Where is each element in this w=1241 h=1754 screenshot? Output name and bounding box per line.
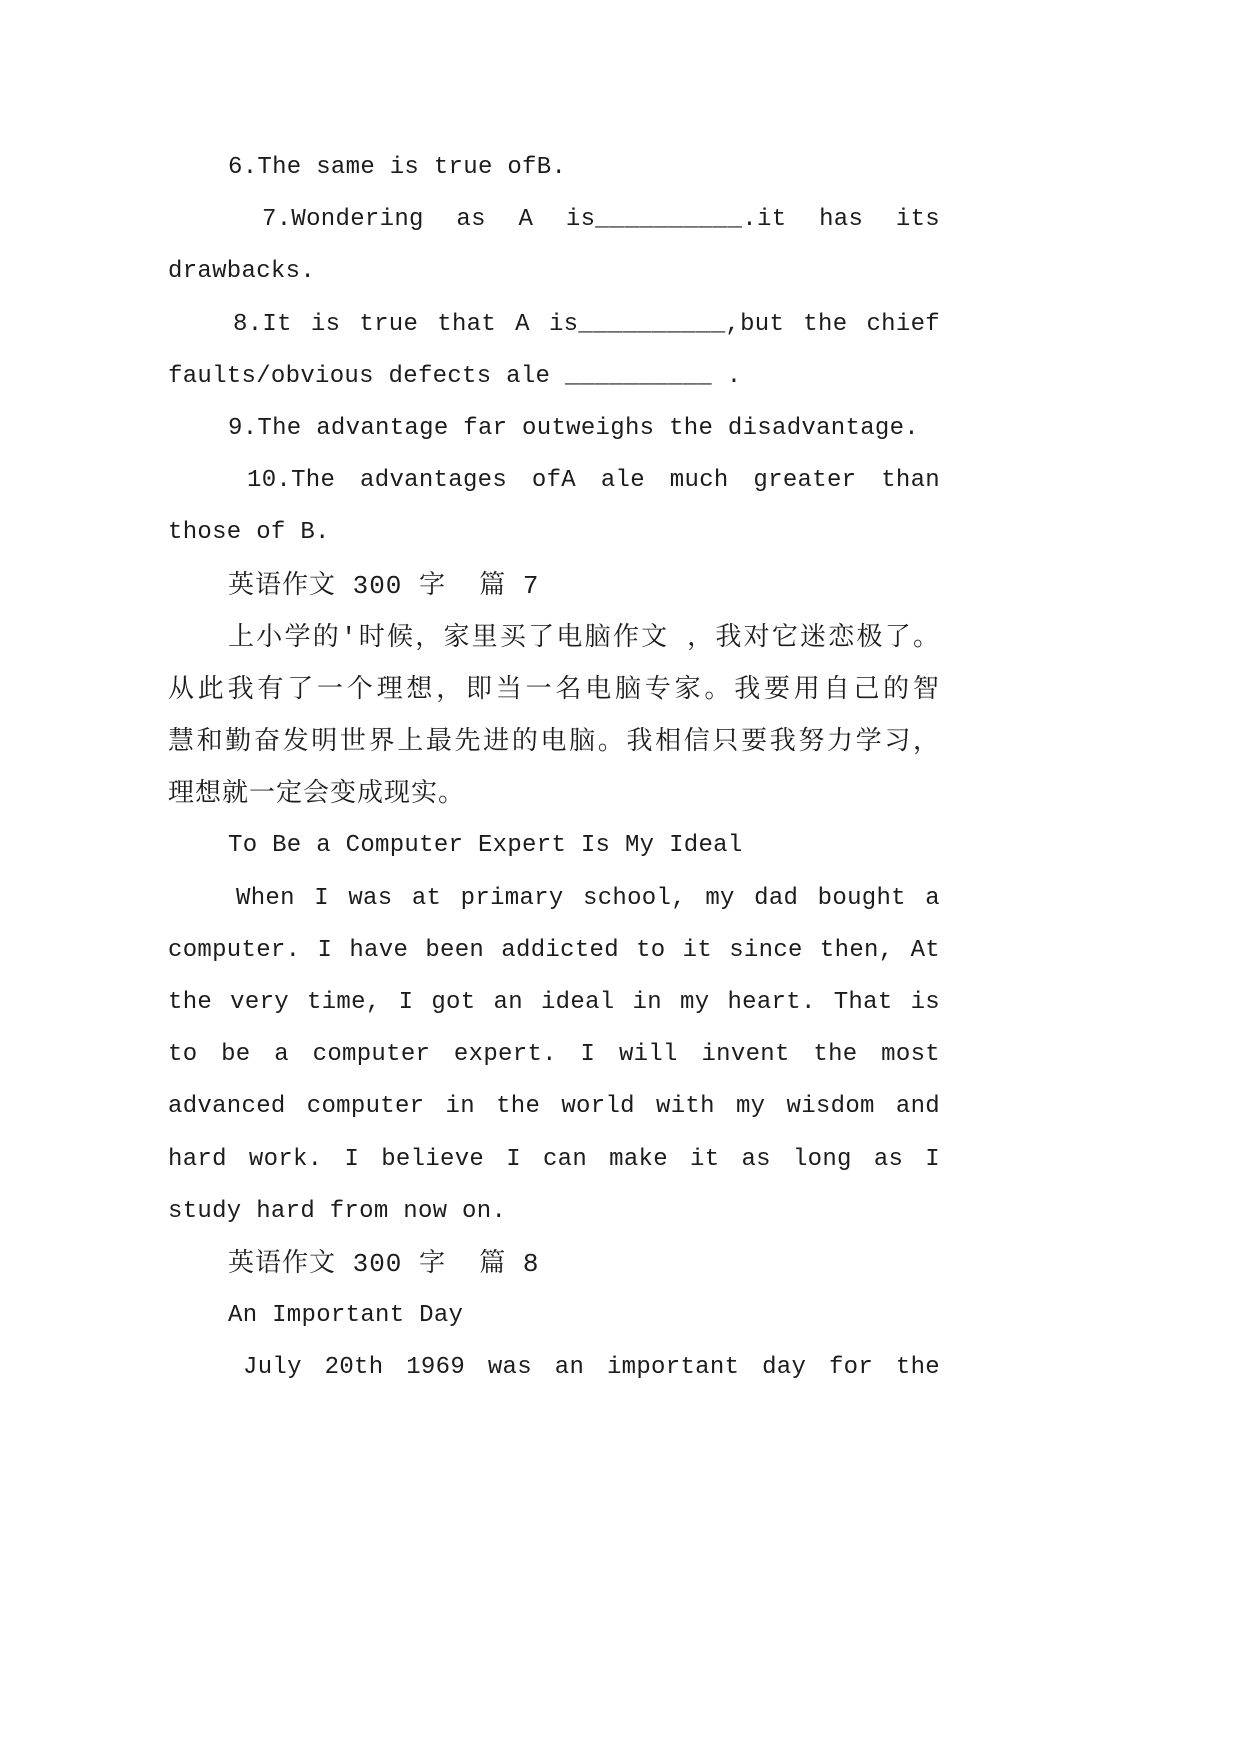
essay-title (168, 1290, 940, 1342)
text-line: 6.The same is true ofB. (228, 154, 567, 181)
essay-title (168, 820, 940, 872)
section-heading-text: 英语作文 300 字 篇 7 (228, 570, 540, 601)
phrase-item (168, 455, 940, 559)
text-line: 理想就一定会变成现实。 (168, 779, 466, 810)
phrase-item (168, 142, 940, 194)
essay-title-text: An Important Day (228, 1302, 464, 1330)
text-line: study hard from now on. (168, 1197, 507, 1225)
text-line: to be a computer expert. I will invent the most (168, 1041, 940, 1069)
phrase-item (168, 194, 940, 298)
text-line: July 20th 1969 was an important day for the (243, 1354, 940, 1382)
text-line: hard work. I believe I can make it as long as I (168, 1145, 940, 1173)
text-line: 8.It is true that A is__________,but the chief (233, 310, 940, 338)
text-line: computer. I have been addicted to it since then, At (168, 936, 940, 964)
text-line: 9.The advantage far outweighs the disadvantage. (228, 414, 920, 442)
phrase-item (168, 403, 940, 455)
text-line: 从此我有了一个理想，即当一名电脑专家。我要用自己的智 (168, 674, 940, 705)
text-line: 上小学的'时候，家里买了电脑作文 ，我对它迷恋极了。 (228, 622, 940, 653)
text-line: the very time, I got an ideal in my heart. That is (168, 989, 940, 1016)
text-line: When I was at primary school, my dad bought a (236, 884, 940, 912)
text-line: faults/obvious defects ale __________ . (168, 362, 742, 390)
page-content (168, 142, 940, 1395)
chinese-paragraph (168, 612, 940, 821)
english-paragraph (168, 873, 940, 1238)
text-line: those of B. (168, 519, 330, 547)
section-heading (168, 1238, 940, 1290)
text-line: advanced computer in the world with my wisdom and (168, 1093, 940, 1121)
section-heading-text: 英语作文 300 字 篇 8 (228, 1248, 540, 1279)
text-line: drawbacks. (168, 258, 316, 286)
english-paragraph (168, 1342, 940, 1394)
phrase-item (168, 299, 940, 403)
text-line: 10.The advantages ofA ale much greater than (247, 467, 940, 495)
text-line: 慧和勤奋发明世界上最先进的电脑。我相信只要我努力学习， (168, 727, 940, 758)
section-heading (168, 560, 940, 612)
essay-title-text: To Be a Computer Expert Is My Ideal (228, 832, 743, 860)
text-line: 7.Wondering as A is__________.it has its (262, 206, 940, 234)
